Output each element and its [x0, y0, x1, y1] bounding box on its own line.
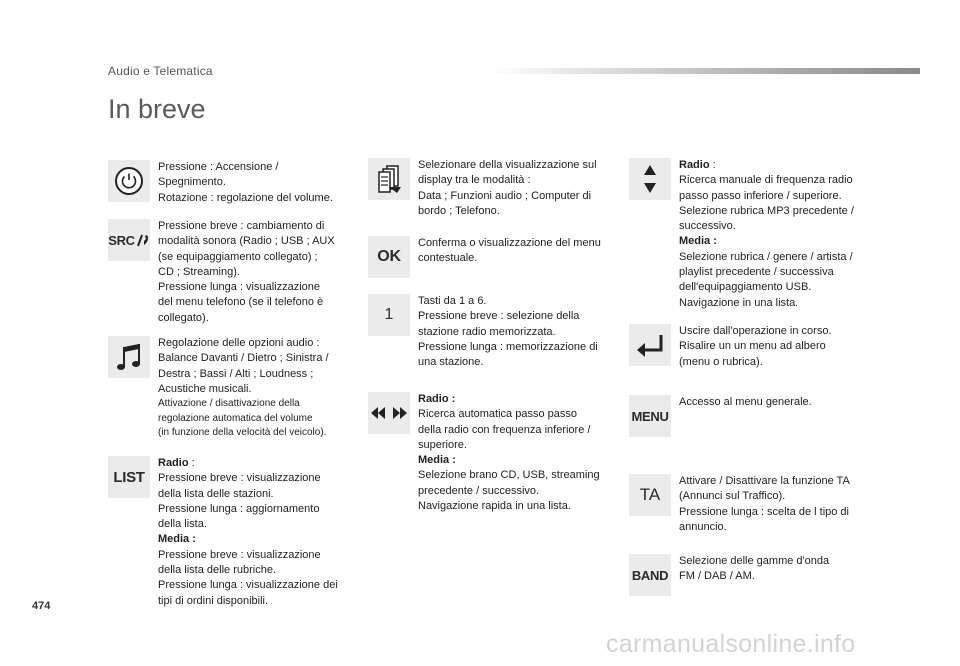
entry-power: [108, 160, 333, 206]
entry-audio: [108, 336, 329, 441]
display-description: Selezionare della visualizzazione sul display tra le modalità : Data ; Funzioni audio ; Computer di bordo ; Telefono.: [418, 159, 597, 217]
ok-description: Conferma o visualizzazione del menu contestuale.: [418, 237, 601, 265]
entry-ok: [368, 236, 601, 278]
entry-preset: [368, 294, 598, 370]
header-gradient-bar: [490, 68, 920, 74]
list-description: Radio : Pressione breve : visualizzazione della lista delle stazioni. Pressione lunga : aggiornamento della lista. Media : Pressione breve : visualizzazione della lista delle rubriche. Pressione lunga : visualizzazione dei tipi di ordini disponibili.: [158, 457, 338, 607]
page-number: 474: [32, 600, 51, 612]
entry-band: [629, 554, 829, 596]
entry-seek: [368, 392, 600, 514]
music-note-icon: [108, 336, 150, 378]
up-down-arrows-icon: [629, 158, 671, 200]
src-phone-button-icon: SRC: [108, 219, 150, 261]
display-pages-icon: [368, 158, 410, 200]
ta-description: Attivare / Disattivare la funzione TA (Annunci sul Traffico). Pressione lunga : scelta de l tipo di annuncio.: [679, 475, 850, 533]
power-knob-icon: [108, 160, 150, 202]
page-title: In breve: [108, 94, 206, 124]
phone-icon: [136, 233, 150, 247]
band-button-icon: BAND: [629, 554, 671, 596]
up-down-description: Radio : Ricerca manuale di frequenza radio passo passo inferiore / superiore. Selezione rubrica MP3 precedente / successivo. Media : Selezione rubrica / genere / artista / playlist precedente / successiva dell'equipaggiamento USB. Navigazione in una lista.: [679, 159, 854, 309]
src-description: Pressione breve : cambiamento di modalità sonora (Radio ; USB ; AUX (se equipaggiamento collegato) ; CD ; Streaming). Pressione lunga : visualizzazione del menu telefono (se il telefono è collegato).: [158, 220, 335, 324]
section-title: Audio e Telematica: [108, 64, 213, 78]
menu-description: Accesso al menu generale.: [679, 396, 812, 408]
entry-menu: [629, 395, 812, 437]
seek-arrows-icon: [368, 392, 410, 434]
entry-list: [108, 456, 338, 609]
entry-display: [368, 158, 597, 219]
preset-description: Tasti da 1 a 6. Pressione breve : selezione della stazione radio memorizzata. Pressione lunga : memorizzazione di una stazione.: [418, 295, 598, 369]
entry-src: [108, 219, 335, 326]
audio-description: Regolazione delle opzioni audio : Balance Davanti / Dietro ; Sinistra / Destra ; Bassi / Alti ; Loudness ; Acustiche musicali. Attivazione / disattivazione della regolazione automatica del volume (in funzione della velocità del veicolo).: [158, 337, 329, 439]
entry-ta: [629, 474, 850, 535]
preset-one-button-icon: 1: [368, 294, 410, 336]
back-description: Uscire dall'operazione in corso. Risalire un un menu ad albero (menu o rubrica).: [679, 325, 832, 368]
menu-button-icon: MENU: [629, 395, 671, 437]
watermark: carmanualsonline.info: [606, 630, 856, 658]
ok-button-icon: OK: [368, 236, 410, 278]
list-button-icon: LIST: [108, 456, 150, 498]
power-description: Pressione : Accensione / Spegnimento. Rotazione : regolazione del volume.: [158, 161, 333, 204]
seek-description: Radio : Ricerca automatica passo passo della radio con frequenza inferiore / superiore. Media : Selezione brano CD, USB, streaming precedente / successivo. Navigazione rapida in una lista.: [418, 393, 600, 513]
band-description: Selezione delle gamme d'onda FM / DAB / AM.: [679, 555, 830, 583]
back-return-icon: [629, 324, 671, 366]
ta-button-icon: TA: [629, 474, 671, 516]
entry-up-down: [629, 158, 854, 311]
entry-back: [629, 324, 832, 370]
